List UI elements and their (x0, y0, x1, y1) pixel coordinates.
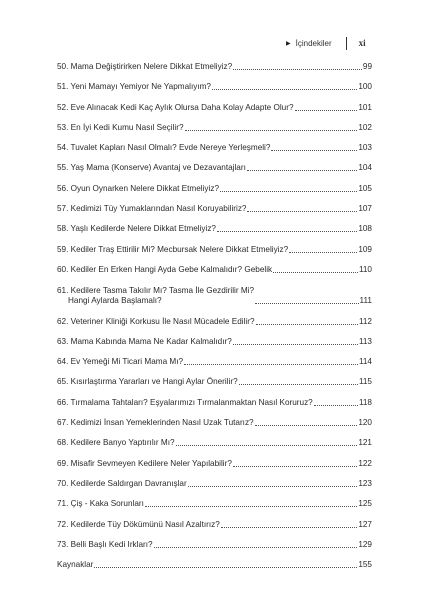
toc-entry (57, 520, 372, 530)
toc-entry-page: 107 (358, 204, 372, 214)
dot-leader (184, 363, 358, 365)
dot-leader (145, 505, 357, 507)
dot-leader (221, 526, 358, 528)
running-header (286, 36, 400, 50)
toc-entry (57, 499, 372, 509)
toc-entry-title: 57. Kedimizi Tüy Yumaklarından Nasıl Koruyabiliriz? (57, 204, 247, 214)
toc-entry-page: 125 (358, 499, 372, 509)
dot-leader (247, 169, 357, 171)
toc-entry (57, 163, 372, 173)
dot-leader (247, 210, 357, 212)
dot-leader (314, 404, 358, 406)
toc-entry (57, 560, 372, 570)
toc-entry (57, 62, 372, 72)
triangle-bullet-icon: ▶ (286, 40, 291, 47)
toc-entry (57, 204, 372, 214)
dot-leader (212, 88, 357, 90)
toc-entry-title: 58. Yaşlı Kedilerde Nelere Dikkat Etmeliyiz? (57, 224, 216, 234)
toc-entry-page: 104 (358, 163, 372, 173)
dot-leader (233, 68, 362, 70)
toc-entry-page: 105 (358, 183, 372, 193)
toc-entry-title: 67. Kedimizi İnsan Yemeklerinden Nasıl Uzak Tutarız? (57, 418, 254, 428)
toc-entry-page: 115 (358, 377, 372, 387)
dot-leader (233, 465, 357, 467)
table-of-contents (57, 62, 372, 580)
toc-entry (57, 224, 372, 234)
toc-entry-title: 56. Oyun Oynarken Nelere Dikkat Etmeliyiz? (57, 183, 219, 193)
dot-leader (289, 251, 357, 253)
toc-entry-page: 122 (358, 458, 372, 468)
dot-leader (233, 343, 358, 345)
toc-entry-page: 118 (358, 397, 372, 407)
toc-entry-title: 71. Çiş - Kaka Sorunları (57, 499, 144, 509)
toc-entry-page: 103 (358, 143, 372, 153)
toc-entry (57, 123, 372, 133)
toc-entry-page: 127 (358, 519, 372, 529)
toc-entry-title: 62. Veteriner Kliniği Korkusu İle Nasıl Mücadele Edilir? (57, 316, 255, 326)
header-divider (346, 37, 347, 50)
toc-entry-title: 66. Tırmalama Tahtaları? Eşyalarımızı Tırmalanmaktan Nasıl Koruruz? (57, 397, 313, 407)
toc-entry-title-line2: Hangi Aylarda Başlamalı? (68, 296, 162, 306)
toc-entry (57, 82, 372, 92)
toc-entry-title: 73. Belli Başlı Kedi Irkları? (57, 539, 153, 549)
toc-entry-title: 72. Kedilerde Tüy Dökümünü Nasıl Azaltırız? (57, 519, 220, 529)
dot-leader (188, 485, 358, 487)
toc-entry-title: Kaynaklar (57, 560, 94, 570)
dot-leader (239, 383, 358, 385)
toc-entry-title: 50. Mama Değiştirirken Nelere Dikkat Etmeliyiz? (57, 62, 233, 71)
toc-entry (57, 398, 372, 408)
toc-entry-title: 51. Yeni Mamayı Yemiyor Ne Yapmalıyım? (57, 82, 211, 92)
toc-entry-page: 102 (358, 122, 372, 132)
dot-leader (176, 444, 358, 446)
dot-leader (255, 424, 358, 426)
toc-entry-title: 70. Kedilerde Saldırgan Davranışlar (57, 478, 187, 488)
toc-entry (57, 459, 372, 469)
toc-entry (57, 479, 372, 489)
toc-entry-title: 59. Kediler Traş Ettirilir Mi? Mecbursak Nelere Dikkat Etmeliyiz? (57, 244, 289, 254)
toc-entry-title: 53. En İyi Kedi Kumu Nasıl Seçilir? (57, 122, 184, 132)
dot-leader (94, 566, 357, 568)
dot-leader (255, 302, 359, 304)
toc-entry (57, 245, 372, 255)
toc-entry-title: 54. Tuvalet Kapları Nasıl Olmalı? Evde Nereye Yerleşmeli? (57, 143, 271, 153)
toc-entry-page: 120 (358, 418, 372, 428)
toc-entry-page: 100 (358, 82, 372, 92)
dot-leader (217, 230, 357, 232)
toc-entry (57, 357, 372, 367)
toc-entry-page: 108 (358, 224, 372, 234)
toc-entry-page: 123 (358, 478, 372, 488)
toc-entry-page: 155 (358, 560, 372, 570)
toc-entry-title: 65. Kısırlaştırma Yararları ve Hangi Aylar Önerilir? (57, 377, 238, 387)
toc-entry-title: 68. Kedilere Banyo Yaptırılır Mı? (57, 438, 175, 448)
toc-entry (57, 184, 372, 194)
dot-leader (220, 190, 357, 192)
toc-entry (57, 540, 372, 550)
toc-entry (57, 418, 372, 428)
toc-entry-page: 112 (358, 316, 372, 326)
toc-entry-title-line1: 61. Kedilere Tasma Takılır Mı? Tasma İle Gezdirilir Mi? (57, 286, 255, 296)
toc-entry-title: 64. Ev Yemeği Mi Ticari Mama Mı? (57, 357, 184, 367)
toc-entry (57, 337, 372, 347)
toc-entry-title: 60. Kediler En Erken Hangi Ayda Gebe Kalmalıdır? Gebelik (57, 264, 273, 274)
toc-entry-page: 99 (362, 62, 372, 71)
toc-entry (57, 265, 372, 275)
dot-leader (185, 129, 358, 131)
dot-leader (273, 271, 358, 273)
toc-entry-title: 69. Misafir Sevmeyen Kedilere Neler Yapılabilir? (57, 458, 232, 468)
section-title: İçindekiler (295, 38, 332, 48)
toc-entry-page: 114 (358, 357, 372, 367)
page-number: xi (358, 38, 366, 48)
toc-entry-page: 129 (358, 539, 372, 549)
toc-entry (57, 317, 372, 327)
dot-leader (256, 323, 358, 325)
toc-entry-title: 63. Mama Kabında Mama Ne Kadar Kalmalıdır? (57, 336, 232, 346)
toc-entry-title: 55. Yaş Mama (Konserve) Avantaj ve Dezavantajları (57, 163, 246, 173)
toc-entry-page: 111 (359, 296, 372, 306)
toc-entry (57, 438, 372, 448)
toc-entry-page: 110 (358, 264, 372, 274)
toc-entry (57, 285, 372, 306)
toc-entry-page: 101 (358, 102, 372, 112)
toc-entry (57, 143, 372, 153)
toc-entry-title: 52. Eve Alınacak Kedi Kaç Aylık Olursa Daha Kolay Adapte Olur? (57, 102, 294, 112)
dot-leader (154, 546, 358, 548)
dot-leader (295, 109, 358, 111)
toc-entry-page: 113 (358, 336, 372, 346)
dot-leader (271, 149, 357, 151)
toc-entry (57, 377, 372, 387)
toc-entry-page: 109 (358, 244, 372, 254)
toc-entry (57, 103, 372, 113)
toc-entry-title (57, 286, 254, 306)
toc-entry-page: 121 (358, 438, 372, 448)
